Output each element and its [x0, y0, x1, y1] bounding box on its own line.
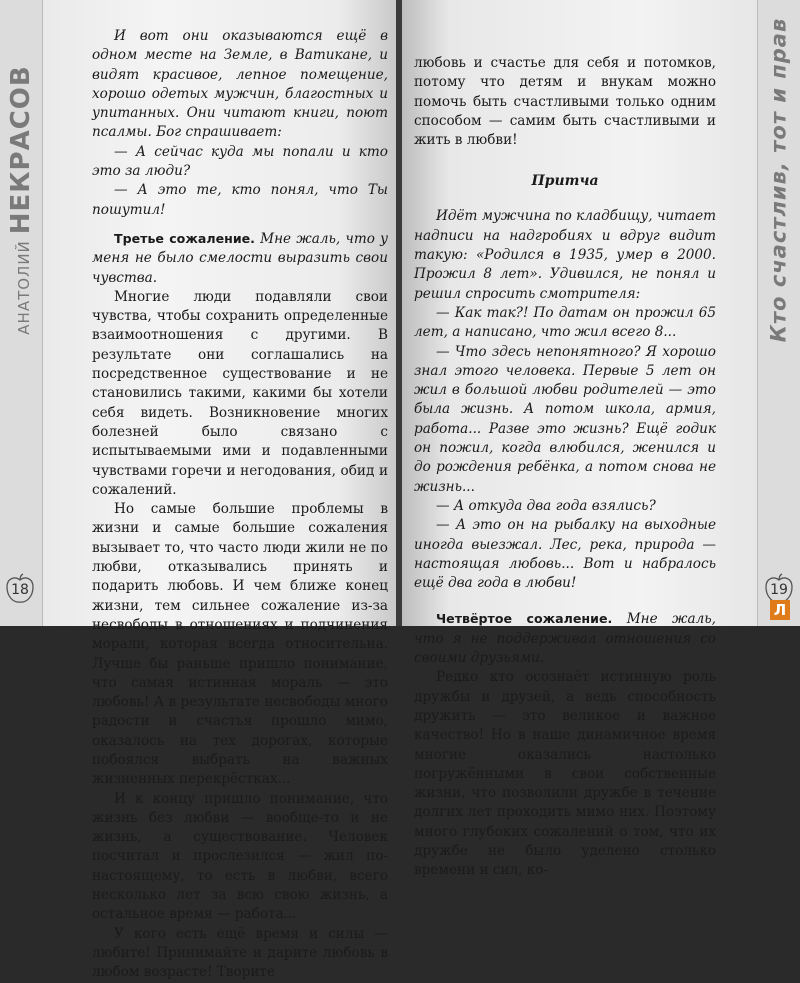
- page-number-left: [3, 572, 37, 606]
- paragraph: У кого есть ещё время и силы — любите! Принимайте и дарите любовь в любом возрасте! Творите: [92, 925, 388, 981]
- right-page-text: [414, 0, 716, 881]
- section-four: [414, 609, 716, 668]
- parable-paragraph: — А откуда два года взялись?: [436, 497, 656, 514]
- intro-paragraph: любовь и счастье для себя и потомков, потому что детям и внукам можно помочь быть счастливыми только одним способом — самим быть счастливыми и жить в любви!: [414, 55, 716, 149]
- section-four-label: Четвёртое сожаление.: [436, 611, 613, 627]
- left-page-text: [92, 0, 388, 983]
- parable-paragraph: Идёт мужчина по кладбищу, читает надписи на надгробиях и вдруг видит такую: «Родился в 1935, умер в 2000. Прожил 8 лет». Удивился, не понял и решил спросить смотрителя:: [414, 208, 717, 302]
- page-number-left-text: 18: [11, 582, 29, 598]
- author-name: [6, 65, 36, 334]
- paragraph: — А это те, кто понял, что Ты пошутил!: [92, 182, 388, 218]
- paragraph: Многие люди подавляли свои чувства, чтобы сохранить определенные взаимоотношения с другими. В результате они соглашались на посредственное существование и не становились такими, какими бы хотели себя видеть. Возникновение многих болезней было связано с испытываемыми ими и подавленными чувствами горечи и негодования, обид и сожалений.: [92, 288, 388, 498]
- right-page: [402, 0, 800, 879]
- paragraph: Но самые большие проблемы в жизни и самые большие сожаления вызывает то, что часто люди жили не по любви, отказывались принять и подарить любовь. И чем ближе конец жизни, тем сильнее сожаление из-за несвободы в отношениях и подчинения морали, которая всегда относительна. Лучше бы раньше пришло понимание, что самая истинная мораль — это любовь! А в результате несвободы много радости и счастья прошло мимо, оказалось на тех дорогах, которые побоялся выбрать на важных жизненных перекрёстках...: [92, 501, 388, 788]
- paragraph: И вот они оказываются ещё в одном месте на Земле, в Ватикане, и видят красивое, лепное помещение, хорошо одетых мужчин, благостных и упитанных. Они читают книги, поют псалмы. Бог спрашивает:: [92, 28, 388, 141]
- section-four-text: Мне жаль, что я не поддерживал отношения со своими друзьями.: [414, 611, 716, 667]
- author-first-name: АНАТОЛИЙ: [15, 240, 33, 335]
- left-page: [0, 0, 398, 981]
- section-three-label: Третье сожаление.: [114, 230, 255, 246]
- section-three-text: Мне жаль, что у меня не было смелости выразить свои чувства.: [92, 230, 388, 286]
- paragraph: — А сейчас куда мы попали и кто это за люди?: [92, 143, 388, 180]
- author-last-name: НЕКРАСОВ: [6, 65, 36, 235]
- section-three: [92, 229, 388, 288]
- parable-paragraph: — Как так?! По датам он прожил 65 лет, а написано, что жил всего 8...: [414, 304, 716, 341]
- running-title: Кто счастлив, тот и прав: [767, 17, 791, 343]
- paragraph: И к концу пришло понимание, что жизнь без любви — вообще-то и не жизнь, а существование. Человек посчитал и прослезился — жил по-настоящему, то есть в любви, всего несколько лет за всю свою жизнь, а остальное время — работа...: [92, 790, 388, 923]
- publisher-logo-icon: Л: [770, 600, 790, 620]
- parable-title: Притча: [531, 173, 599, 190]
- page-number-right-text: 19: [770, 582, 788, 598]
- parable-paragraph: — А это он на рыбалку на выходные иногда выезжал. Лес, река, природа — настоящая любовь... Вот и набралось ещё два года в любви!: [414, 517, 716, 592]
- parable-paragraph: — Что здесь непонятного? Я хорошо знал этого человека. Первые 5 лет он жил в большой любви родителей — это была жизнь. А потом школа, армия, работа... Разве это жизнь? Ещё годик он пожил, когда влюбился, женился и до рождения ребёнка, а потом снова не жизнь...: [414, 343, 716, 495]
- paragraph: Редко кто осознаёт истинную роль дружбы и друзей, а ведь способность дружить — это великое и важное качество! Но в наше динамичное время многие оказались настолько погружёнными в свои собственные жизни, что позволили дружбе в течение долгих лет проходить мимо них. Поэтому много глубоких сожалений о том, что их дружбе не было уделено столько времени и сил, ко-: [414, 669, 716, 879]
